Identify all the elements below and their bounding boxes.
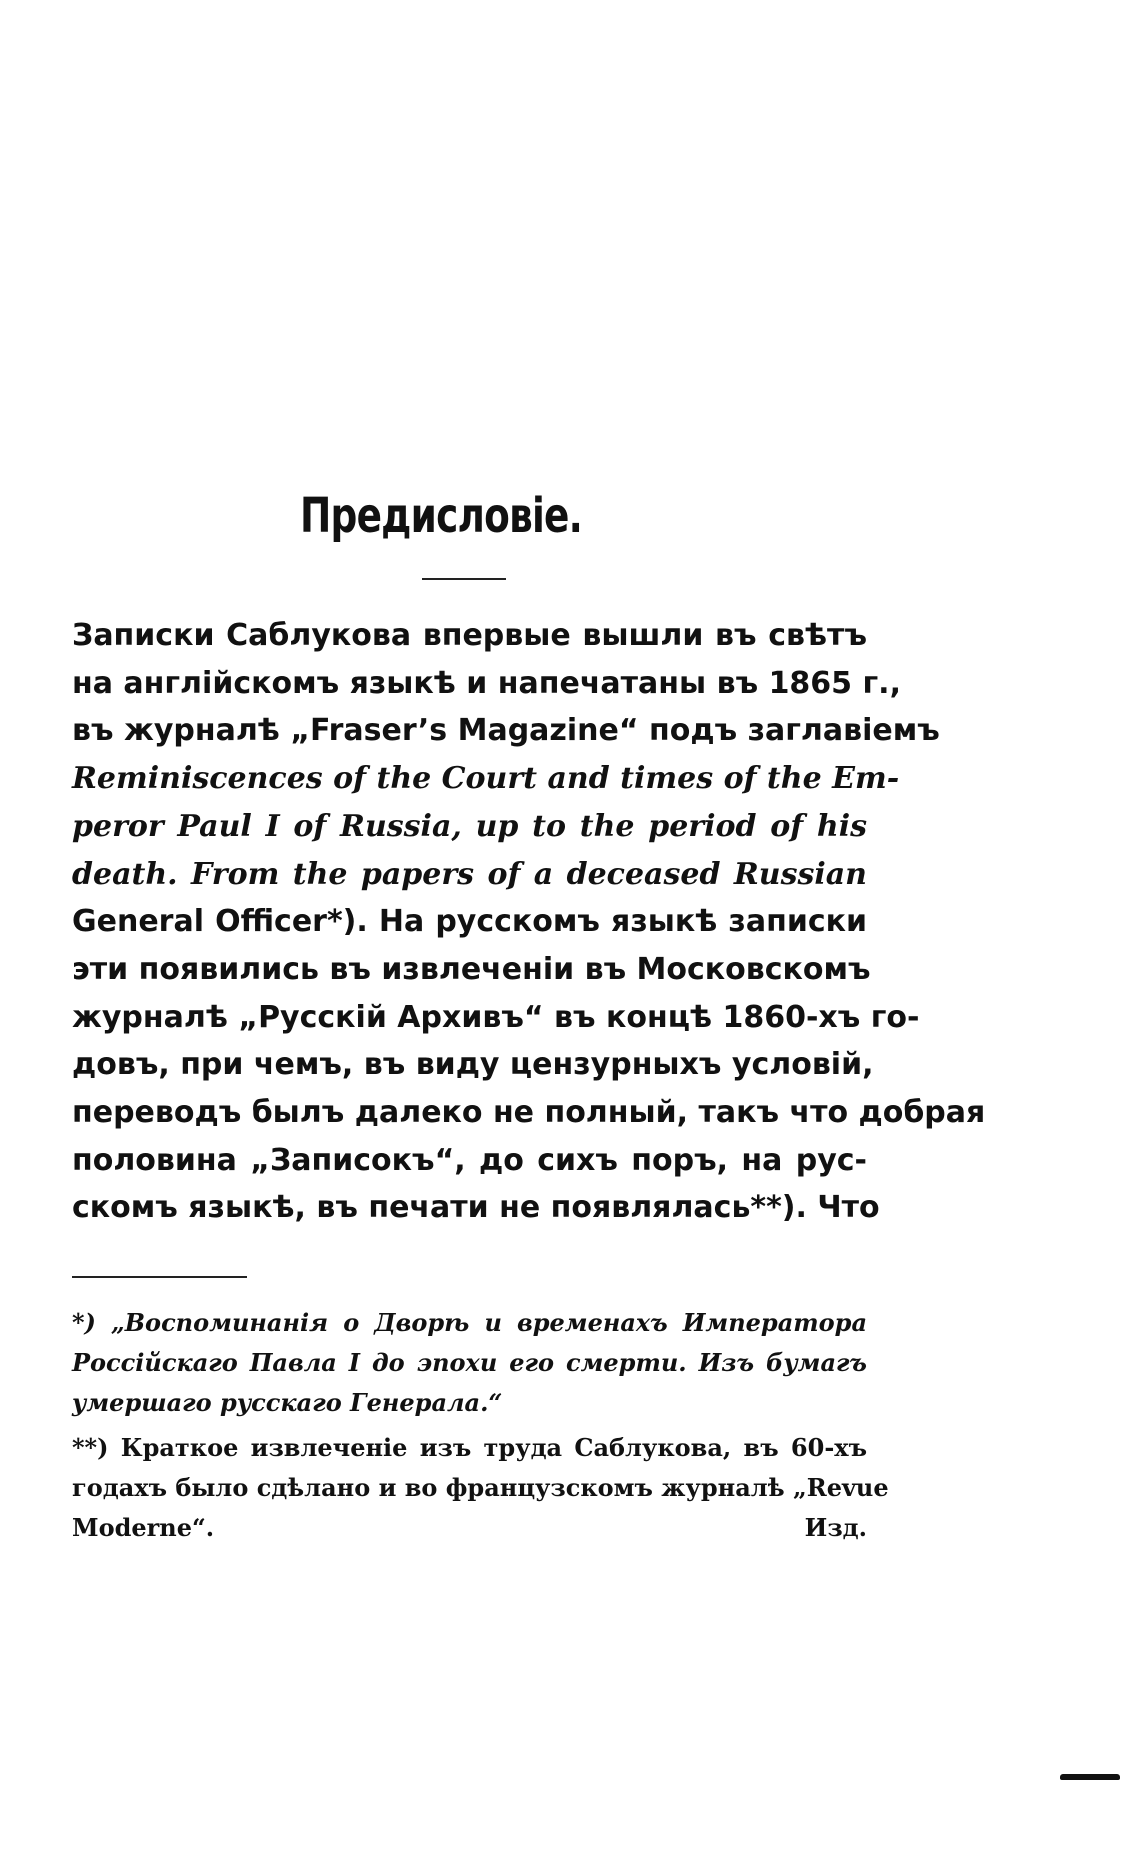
main-text (72, 612, 986, 1232)
text-line-italic: Reminiscences of the Court and times of the Em- (72, 761, 900, 797)
page-title: Предисловіе. (300, 488, 583, 544)
text-line: половина „Записокъ“, до сихъ поръ, на рус- (72, 1142, 867, 1178)
text-line: довъ, при чемъ, въ виду цензурныхъ условій, (72, 1047, 874, 1083)
footnote-text: Moderne“. (72, 1513, 215, 1542)
text-line-italic: death. From the papers of a deceased Russian (72, 856, 867, 892)
text-line: General Officer*). На русскомъ языкѣ записки (72, 904, 867, 940)
footnote-line: **) Краткое извлеченіе изъ труда Саблукова, въ 60-хъ (72, 1433, 867, 1462)
footnote-line: *) „Воспоминанія о Дворѣ и временахъ Императора (72, 1308, 867, 1337)
footnote-1 (72, 1303, 867, 1423)
text-line: журналѣ „Русскій Архивъ“ въ концѣ 1860-хъ го- (72, 999, 920, 1035)
editor-mark: Изд. (804, 1513, 867, 1542)
footnote-2 (72, 1428, 889, 1548)
footnote-rule (72, 1276, 247, 1278)
title-rule (422, 578, 506, 580)
text-line-italic: peror Paul I of Russia, up to the period of his (72, 808, 867, 844)
footnote-line: Россійскаго Павла I до эпохи его смерти. Изъ бумагъ (72, 1348, 867, 1377)
print-mark (1060, 1774, 1120, 1780)
text-line: переводъ былъ далеко не полный, такъ что добрая (72, 1095, 986, 1131)
text-line: въ журналѣ „Fraser’s Magazine“ подъ заглавіемъ (72, 713, 940, 749)
footnote-line: годахъ было сдѣлано и во французскомъ журналѣ „Revue (72, 1473, 889, 1502)
footnote-line-last (72, 1508, 867, 1548)
footnote-line: умершаго русскаго Генерала.“ (72, 1388, 503, 1417)
text-line: Записки Саблукова впервые вышли въ свѣтъ (72, 618, 867, 653)
text-line: эти появились въ извлеченіи въ Московскомъ (72, 951, 871, 987)
text-line: на англійскомъ языкѣ и напечатаны въ 1865 г., (72, 665, 901, 701)
text-line: скомъ языкѣ, въ печати не появлялась**). Что (72, 1190, 880, 1226)
